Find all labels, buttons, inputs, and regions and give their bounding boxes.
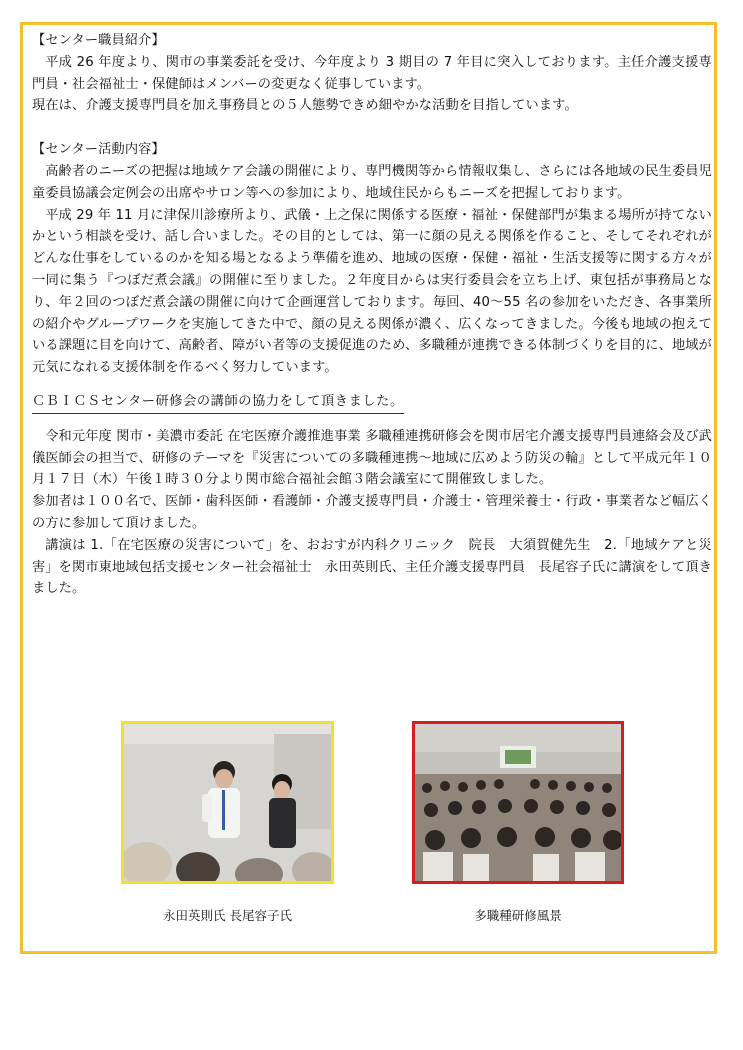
staff-paragraph-2: 現在は、介護支援専門員を加え事務員との５人態勢できめ細やかな活動を目指しています。 bbox=[32, 98, 578, 114]
cbics-paragraph-1: 令和元年度 関市・美濃市委託 在宅医療介護推進事業 多職種連携研修会を関市居宅介護支援専門員連絡会及び武儀医師会の担当で、研修のテーマを『災害についての多職種連携～地域に広めよう防災の輪』として平成元年１０月１７日（木）午後１時３０分より関市総合福祉会館３階会議室にて開催致しました。 bbox=[32, 428, 712, 488]
document-body bbox=[32, 30, 712, 600]
seminar-photo-caption: 多職種研修風景 bbox=[474, 908, 562, 923]
cbics-paragraph-2: 参加者は１００名で、医師・歯科医師・看護師・介護支援専門員・介護士・管理栄養士・行政・事業者など幅広くの方に参加して頂けました。 bbox=[32, 494, 712, 531]
speakers-photo-caption: 永田英則氏 長尾容子氏 bbox=[163, 908, 292, 923]
activity-section-heading: 【センター活動内容】 bbox=[32, 142, 165, 158]
cbics-paragraph-3: 講演は 1.「在宅医療の災害について」を、おおすが内科クリニック 院長 大須賀健先生 2.「地域ケアと災害」を関市東地域包括支援センター社会福祉士 永田英則氏、主任介護支援専門員 長尾容子氏に講演をして頂きました。 bbox=[32, 537, 712, 597]
staff-section-heading: 【センター職員紹介】 bbox=[32, 33, 165, 48]
activity-paragraph-2: 平成 29 年 11 月に津保川診療所より、武儀・上之保に関係する医療・福祉・保健部門が集まる場所が持てないかという相談を受け、話し合いました。その目的としては、第一に顔の見える関係を作ること、そしてそれぞれがどんな仕事をしているのかを知る場となるよう準備を進め、地域の医療・保健・福祉・生活支援等に関する方々が一同に集う『つぼだ煮会議』の開催に至りました。２年度目からは実行委員会を立ち上げ、東包括が事務局となり、年２回のつぼだ煮会議の開催に向けて企画運営しております。毎回、40～55 名の参加をいただき、各事業所の紹介やグループワークを実施してきた中で、顔の見える関係が濃く、広くなってきました。今後も地域の抱えている課題に目を向けて、高齢者、障がい者等の支援促進のため、多職種が連携できる体制づくりを目的に、地域が元気になれる支援体制を作るべく努力しています。 bbox=[32, 207, 712, 376]
speakers-photo bbox=[121, 721, 334, 884]
activity-paragraph-1: 高齢者のニーズの把握は地域ケア会議の開催により、専門機関等から情報収集し、さらには各地域の民生委員児童委員協議会定例会の出席やサロン等への参加により、地域住民からもニーズを把握しております。 bbox=[32, 163, 712, 201]
seminar-photo bbox=[412, 721, 624, 884]
staff-paragraph-1: 平成 26 年度より、関市の事業委託を受け、今年度より 3 期目の 7 年目に突入しております。主任介護支援専門員・社会福祉士・保健師はメンバーの変更なく従事しています。 bbox=[32, 54, 712, 92]
cbics-section-heading: ＣＢＩＣＳセンター研修会の講師の協力をして頂きました。 bbox=[32, 391, 404, 414]
